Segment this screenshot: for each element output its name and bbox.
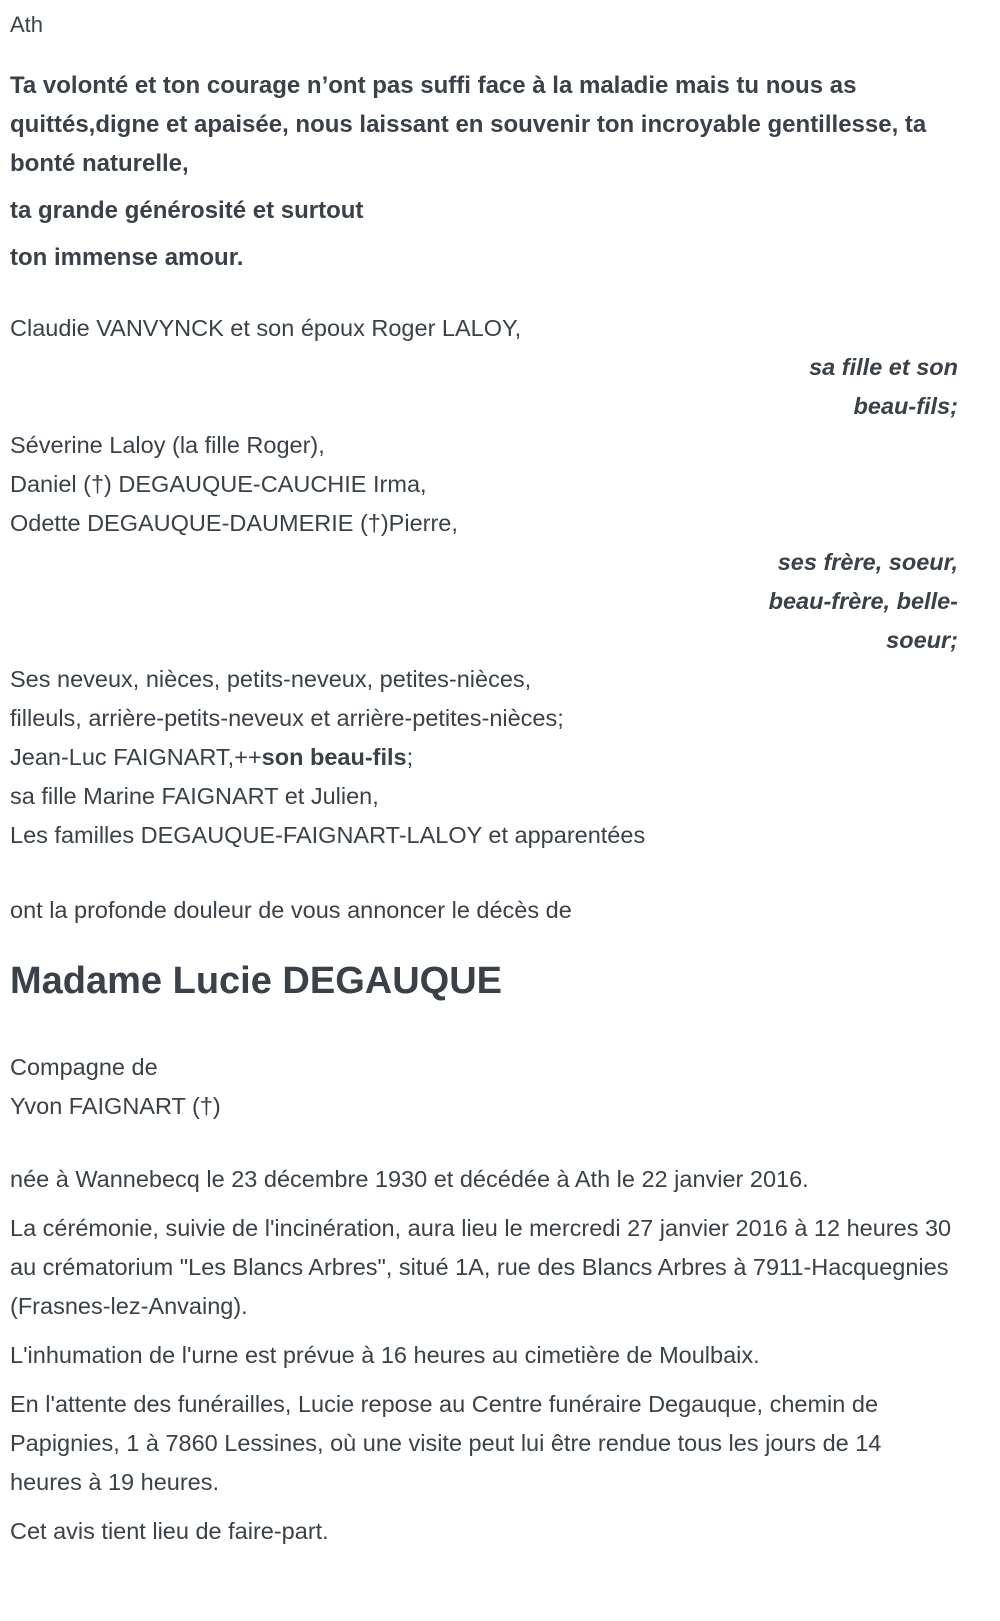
relation-label-siblings-line3: soeur; (886, 627, 958, 653)
relation-label-siblings-line1: ses frère, soeur, (777, 549, 958, 575)
mourner-line-daniel: Daniel (†) DEGAUQUE-CAUCHIE Irma, (10, 471, 427, 497)
mourner-line-jeanluc-relation: son beau-fils (261, 744, 407, 770)
deceased-name: Madame Lucie DEGAUQUE (10, 960, 502, 1002)
tribute-paragraph-2: ta grande générosité et surtout (10, 197, 364, 224)
ceremony-paragraph: La cérémonie, suivie de l'incinération, aura lieu le mercredi 27 janvier 2016 à 12 heures 30 au crématorium "Les Blancs Arbres", situé 1A, rue des Blancs Arbres à 7911-Hacquegnies (Frasnes-lez-Anvaing). (10, 1215, 952, 1319)
mourner-line-jeanluc-prefix: Jean-Luc FAIGNART,++ (10, 744, 262, 770)
tribute-paragraph-1: Ta volonté et ton courage n’ont pas suffi face à la maladie mais tu nous as quittés,digne et apaisée, nous laissant en souvenir ton incroyable gentillesse, ta bonté naturelle, (10, 72, 927, 177)
partner-label: Compagne de (10, 1054, 158, 1080)
announcement-line: ont la profonde douleur de vous annoncer le décès de (10, 897, 572, 923)
relation-label-daughter-line2: beau-fils; (853, 393, 958, 419)
relation-label-siblings-line2: beau-frère, belle- (768, 588, 958, 614)
relation-label-daughter-line1: sa fille et son (809, 354, 958, 380)
mourner-line-jeanluc (10, 738, 958, 777)
mourner-line-nephews: Ses neveux, nièces, petits-neveux, petites-nièces, (10, 666, 532, 692)
mourner-line-families: Les familles DEGAUQUE-FAIGNART-LALOY et apparentées (10, 822, 646, 848)
mourner-line-marine: sa fille Marine FAIGNART et Julien, (10, 783, 379, 809)
mourner-line-jeanluc-suffix: ; (406, 744, 414, 770)
birth-death-line: née à Wannebecq le 23 décembre 1930 et décédée à Ath le 22 janvier 2016. (10, 1166, 809, 1192)
mourner-line-severine: Séverine Laloy (la fille Roger), (10, 432, 325, 458)
repose-paragraph: En l'attente des funérailles, Lucie repose au Centre funéraire Degauque, chemin de Papignies, 1 à 7860 Lessines, où une visite peut lui être rendue tous les jours de 14 heures à 19 heures. (10, 1391, 882, 1495)
city-label: Ath (10, 12, 44, 37)
mourner-line-odette: Odette DEGAUQUE-DAUMERIE (†)Pierre, (10, 510, 458, 536)
mourner-line-godchildren: filleuls, arrière-petits-neveux et arrière-petites-nièces; (10, 705, 564, 731)
tribute-paragraph-3: ton immense amour. (10, 244, 244, 271)
notice-line: Cet avis tient lieu de faire-part. (10, 1518, 329, 1544)
mourner-line-daughter: Claudie VANVYNCK et son époux Roger LALOY, (10, 315, 522, 341)
inhumation-line: L'inhumation de l'urne est prévue à 16 heures au cimetière de Moulbaix. (10, 1342, 760, 1368)
partner-name: Yvon FAIGNART (†) (10, 1093, 221, 1119)
